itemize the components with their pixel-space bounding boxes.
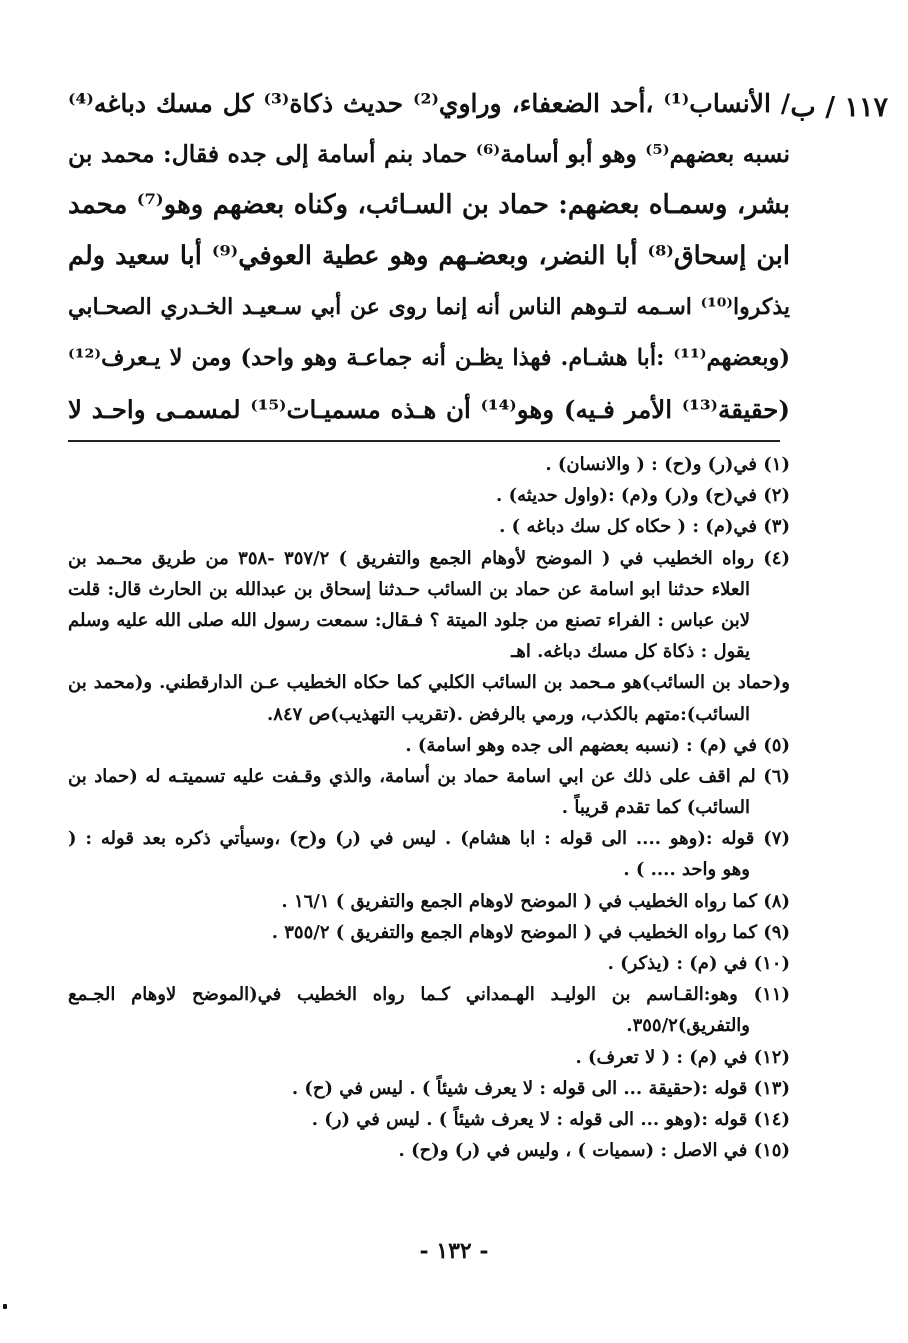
footnote-line: (١٠) في (م) : (يذكر) . [607, 953, 790, 974]
footnote-line: (٧) قوله :(وهو .... الى قوله : ابا هشام) . ليس في (ر) و(ح) ،وسيأتي ذكره بعد قوله : ( [68, 828, 790, 850]
footnote-line: (٣) في(م) : ( حكاه كل سك دباغه ) . [499, 516, 790, 538]
footnote-line: وهو واحد .... ) . [623, 859, 750, 881]
scan-speck [3, 1304, 7, 1309]
footnotes [68, 449, 790, 1166]
main-text-line: بشر، وسمـاه بعضهم: حماد بن السـائب، وكناه بعضهم وهو⁽⁷⁾ محمد [68, 190, 790, 220]
footnote-line: (٢) في(ح) و(ر) و(م) :(واول حديثه) . [496, 485, 790, 507]
footnote-line: العلاء حدثنا ابو اسامة عن حماد بن السائب حـدثنا إسحاق بن عبدالله بن الحارث قال: قلت [68, 578, 750, 600]
main-text-line: (حقيقة⁽¹³⁾ الأمر فـيه) وهو⁽¹⁴⁾ أن هـذه مسميـات⁽¹⁵⁾ لمسمـى واحـد لا [68, 395, 790, 424]
footnote-line: (١٤) قوله :(وهو ... الى قوله : لا يعرف شيئاً ) . ليس في (ر) . [311, 1108, 790, 1130]
footnote-line: (١٢) في (م) : ( لا تعرف) . [575, 1046, 790, 1068]
footnote-line: لابن عباس : الفراء تصنع من جلود الميتة ؟ فـقال: سمعت رسول الله صلى الله عليه وسلم [68, 609, 750, 631]
footnote-line: (٤) رواه الخطيب في ( الموضح لأوهام الجمع والتفريق ) ٣٥٧/٢ -٣٥٨ من طريق محـمد بن [68, 547, 790, 569]
footnote-line: (٥) في (م) : (نسبه بعضهم الى جده وهو اسامة) . [405, 734, 790, 756]
folio-marker: ١١٧ / ب [790, 92, 888, 123]
footnote-separator [68, 440, 780, 442]
footnote-line: (٩) كما رواه الخطيب في ( الموضح لاوهام الجمع والتفريق ) ٣٥٥/٢ . [271, 921, 790, 943]
footnote-line: (١١) وهو:القـاسم بن الوليـد الهـمداني كـما رواه الخطيب في(الموضح لاوهام الجـمع [68, 984, 790, 1006]
footnote-line: (١) في(ر) و(ح) : ( والانسان) . [545, 454, 790, 475]
footnote-line: (١٥) في الاصل : (سميات ) ، وليس في (ر) و(ح) . [398, 1140, 790, 1162]
footnote-line: و(حماد بن السائب)هو مـحمد بن السائب الكلبي كما حكاه الخطيب عـن الدارقطني. و(محمد بن [68, 672, 790, 694]
footnote-line: (١٣) قوله :(حقيقة ... الى قوله : لا يعرف شيئاً ) . ليس في (ح) . [291, 1077, 790, 1099]
page-number: - ١٣٢ - [419, 1238, 489, 1264]
footnote-line: يقول : ذكاة كل مسك دباغه. اهـ [511, 641, 750, 663]
footnote-line: والتفريق)٣٥٥/٢. [626, 1015, 750, 1037]
main-text-line: يذكروا⁽¹⁰⁾ اسـمه لتـوهم الناس أنه إنما روى عن أبي سـعيـد الخـدري الصحـابي [68, 294, 790, 320]
main-text-line: (وبعضهم⁽¹¹⁾ :أبا هشـام. فهذا يظـن أنه جماعـة وهو واحد) ومن لا يـعرف⁽¹²⁾ [68, 345, 790, 371]
main-text-line: ابن إسحاق⁽⁸⁾ أبا النضر، وبعضـهم وهو عطية العوفي⁽⁹⁾ أبا سعيد ولم [68, 241, 790, 271]
main-text [68, 78, 790, 435]
footnote-line: السائب):متهم بالكذب، ورمي بالرفض .(تقريب التهذيب)ص ٨٤٧. [267, 703, 750, 725]
footnote-line: السائب) كما تقدم قريباً . [561, 797, 750, 819]
main-text-line: نسبه بعضهم⁽⁵⁾ وهو أبو أسامة⁽⁶⁾ حماد بنم أسامة إلى جده فقال: محمد بن [68, 140, 790, 168]
main-text-line: / الأنساب⁽¹⁾ ،أحد الضعفاء، وراوي⁽²⁾ حديث ذكاة⁽³⁾ كل مسك دباغه⁽⁴⁾ [68, 89, 790, 118]
footnote-line: (٨) كما رواه الخطيب في ( الموضح لاوهام الجمع والتفريق ) ١٦/١ . [281, 890, 790, 912]
footnote-line: (٦) لم اقف على ذلك عن ابي اسامة حماد بن أسامة، والذي وقـفت عليه تسميتـه له (حماد بن [68, 765, 790, 787]
